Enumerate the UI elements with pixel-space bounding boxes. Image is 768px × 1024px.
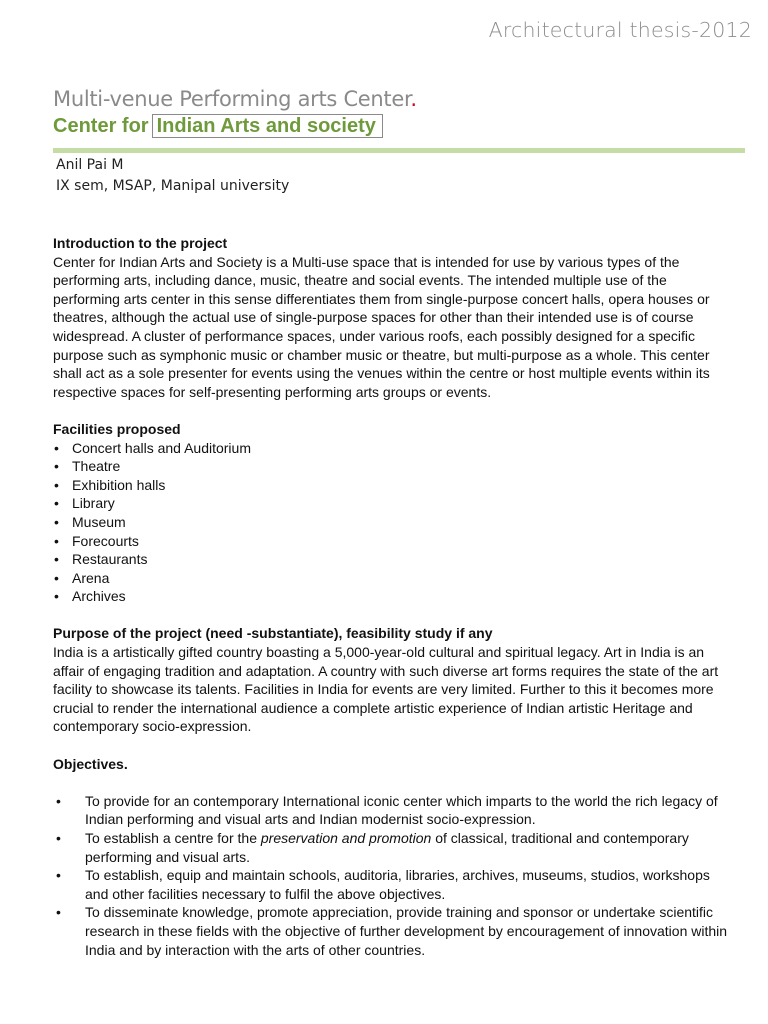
purpose-paragraph: India is a artistically gifted country boasting a 5,000-year-old cultural and spiritual legacy. Art in India is an affair of engaging tradition and adaptation. A country with such diverse art forms requires the state of the art facility to showcase its talents. Facilities in India for events are very limited. Further to this it becomes more crucial to render the international audience a complete artistic experience of Indian artistic Heritage and contemporary socio-expression. xyxy=(53,644,719,735)
spacer xyxy=(53,736,733,755)
facilities-heading: Facilities proposed xyxy=(53,420,181,437)
list-item: • Library xyxy=(53,494,733,513)
title-divider xyxy=(53,148,745,153)
intro-heading: Introduction to the project xyxy=(53,235,228,251)
list-item: • Forecourts xyxy=(53,532,733,551)
list-item: • Exhibition halls xyxy=(53,476,733,495)
list-item: • Theatre xyxy=(53,457,733,476)
author-name: Anil Pai M xyxy=(56,157,124,173)
spacer xyxy=(53,606,733,625)
purpose-heading: Purpose of the project (need -substantiate), feasibility study if any xyxy=(53,625,493,642)
title-prefix: Center for xyxy=(53,115,149,137)
list-item xyxy=(53,829,733,866)
title-boxed-text: Indian Arts and society xyxy=(152,114,383,138)
list-item: • To provide for an contemporary International iconic center which imparts to the world the rich legacy of Indian performing and visual arts and Indian modernist socio-expression. xyxy=(53,792,733,829)
spacer xyxy=(53,401,733,420)
list-item: • To establish, equip and maintain schools, auditoria, libraries, archives, museums, studios, workshops and other facilities necessary to fulfil the above objectives. xyxy=(53,866,733,903)
objective-text: To establish a centre for the xyxy=(85,830,261,846)
intro-paragraph: Center for Indian Arts and Society is a Multi-use space that is intended for use by various types of the performing arts, including dance, music, theatre and social events. The intended multiple use of the performing arts center in this sense differentiates them from single-purpose concert halls, opera houses or theatres, although the actual use of single-purpose spaces for other than their intended use is of course widespread. A cluster of performance spaces, under various roofs, each possibly designed for a specific purpose such as symphonic music or chamber music or theatre, but multi-purpose as a whole. This center shall act as a sole presenter for events using the venues within the centre or host multiple events within its respective spaces for self-presenting performing arts groups or events. xyxy=(53,253,710,400)
objective-text: of classical, traditional and contemporary performing and visual arts. xyxy=(85,830,689,865)
title-block xyxy=(53,86,743,140)
subtitle-dot: . xyxy=(410,87,417,111)
objectives-list xyxy=(53,792,733,959)
objectives-heading: Objectives. xyxy=(53,755,128,772)
list-item: • To disseminate knowledge, promote appreciation, provide training and sponsor or undertake scientific research in these fields with the objective of further development by encouragement of innovation within India and by interaction with the arts of other countries. xyxy=(53,903,733,959)
list-item: • Arena xyxy=(53,569,733,588)
document-subtitle xyxy=(53,86,743,112)
spacer xyxy=(53,773,733,792)
objective-emphasis: preservation and promotion xyxy=(260,830,432,846)
author-affiliation: IX sem, MSAP, Manipal university xyxy=(56,178,290,194)
document-title xyxy=(53,113,743,140)
list-item: • Concert halls and Auditorium xyxy=(53,439,733,458)
list-item: • Archives xyxy=(53,587,733,606)
document-body xyxy=(53,234,733,959)
list-item: • Restaurants xyxy=(53,550,733,569)
document-header-label: Architectural thesis-2012 xyxy=(488,18,752,42)
author-block xyxy=(56,155,289,197)
subtitle-text: Multi-venue Performing arts Center xyxy=(53,87,411,111)
facilities-list xyxy=(53,439,733,606)
list-item: • Museum xyxy=(53,513,733,532)
